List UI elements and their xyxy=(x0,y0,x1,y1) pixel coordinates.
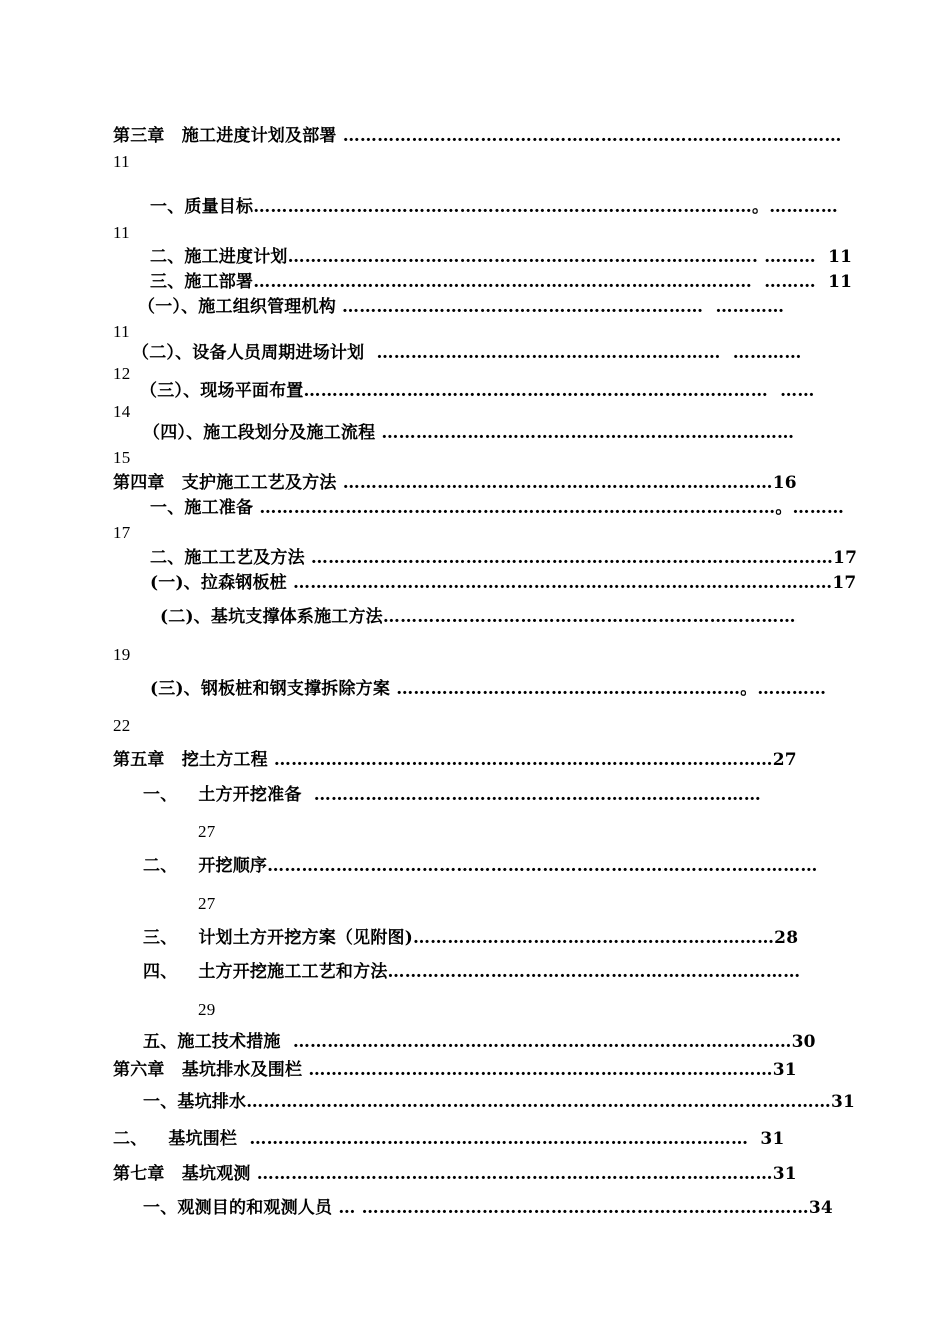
toc-entry: 二、 基坑围栏 …………………………………………………………………………… 31 xyxy=(113,1129,785,1149)
toc-page-number: 11 xyxy=(113,223,130,242)
toc-chapter-5: 第五章 挖土方工程 ……………………………………………………………………………27 xyxy=(113,750,797,770)
toc-page-number: 12 xyxy=(113,364,131,383)
toc-chapter-6: 第六章 基坑排水及围栏 ………………………………………………………………………31 xyxy=(113,1060,797,1080)
toc-entry: （三）、现场平面布置……………………………………………………………………… …… xyxy=(140,381,815,401)
toc-page-number: 17 xyxy=(113,523,131,542)
toc-entry: 二、施工工艺及方法 ……………………………………………………………………….………17 xyxy=(150,548,858,568)
toc-page-number: 19 xyxy=(113,645,131,664)
toc-entry: 四、 土方开挖施工工艺和方法……………………………………………………………… xyxy=(143,962,801,982)
toc-entry: 三、 计划土方开挖方案（见附图)………………………………………………………28 xyxy=(143,928,799,948)
toc-page-number: 27 xyxy=(198,894,216,913)
toc-entry: （一）、施工组织管理机构 ……………………………………………………… ………… xyxy=(138,297,785,317)
toc-page-number: 29 xyxy=(198,1000,216,1019)
toc-entry: 二、施工进度计划………………………………………………………………………. ……… 11 xyxy=(150,247,853,267)
toc-page-number: 22 xyxy=(113,716,131,735)
toc-entry: 三、施工部署…………………………………………………………………………… ……… 11 xyxy=(150,272,853,292)
toc-entry: (三)、钢板桩和钢支撑拆除方案 ……………………………………………………。………… xyxy=(150,679,827,699)
toc-entry: （二）、设备人员周期进场计划 …………………………………………………… ………… xyxy=(132,343,802,363)
toc-entry: 一、基坑排水…………………………………………………………………………………………31 xyxy=(143,1092,856,1112)
toc-page-number: 11 xyxy=(113,322,130,341)
toc-entry: (二)、基坑支撑体系施工方法……………………………………………………………… xyxy=(160,607,796,627)
toc-page-number: 15 xyxy=(113,448,131,467)
toc-chapter-3: 第三章 施工进度计划及部署 …………………………………………………………………………… xyxy=(113,126,842,146)
toc-page-number: 14 xyxy=(113,402,131,421)
toc-entry: 五、施工技术措施 ……………………………………………………………………………30 xyxy=(143,1032,816,1052)
toc-entry: (一)、拉森钢板桩 ………………………………………………………………………….………17 xyxy=(150,573,857,593)
toc-chapter-4: 第四章 支护施工工艺及方法 …………………………………………………………………16 xyxy=(113,473,797,493)
toc-entry: 一、施工准备 ………………………………………………………………………………。……… xyxy=(150,498,845,518)
toc-entry: 二、 开挖顺序…………………………………………………………………………………… xyxy=(143,856,818,876)
toc-entry: 一、观测目的和观测人员 … ……………………………………………………………………34 xyxy=(143,1198,833,1218)
toc-page-number: 11 xyxy=(113,152,130,171)
toc-chapter-7: 第七章 基坑观测 ………………………………………………………………………………31 xyxy=(113,1164,797,1184)
toc-page-number: 27 xyxy=(198,822,216,841)
toc-entry: 一、 土方开挖准备 …………………………………………………………………… xyxy=(143,785,761,805)
toc-entry: 一、质量目标……………………………………………………………………………。………… xyxy=(150,197,838,217)
toc-entry: （四）、施工段划分及施工流程 ……………………………………………………………… xyxy=(143,423,795,443)
